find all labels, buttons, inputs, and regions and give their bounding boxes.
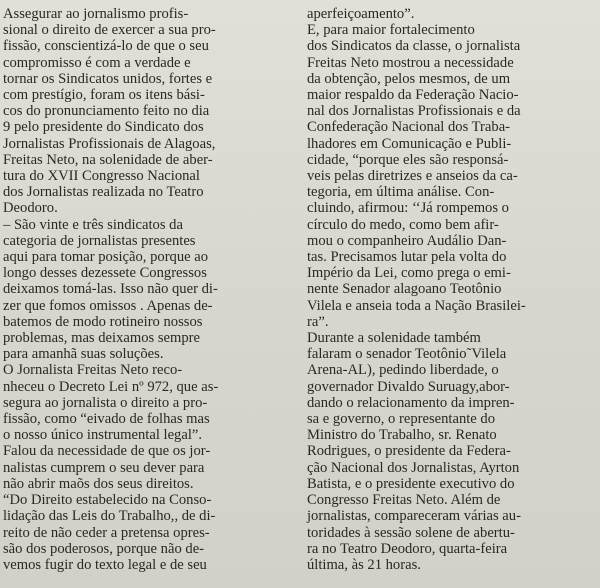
right-column [307, 6, 595, 573]
paragraph: O Jornalista Freitas Neto reco- nheceu o Decreto Lei nº 972, que as- segura ao jornalista o direito a pro- fissão, como “eivado de folhas mas o nosso único instrumental legal”. Falou da necessidade de que os jor- nalistas cumprem o seu dever para não abrir maõs dos seus direitos. “Do Direito estabelecido na Conso- lidação das Leis do Trabalho,, de di- reito de não ceder a pretensa opres- são dos poderosos, porque não de- vemos fugir do texto legal e de seu [3, 362, 219, 573]
paragraph: Durante a solenidade também falaram o senador Teotônio˜Vilela Arena-AL), pedindo liberdade, o governador Divaldo Suruagy,abor- dando o relacionamento da impren- sa e governo, o representante do Ministro do Trabalho, sr. Renato Rodrigues, o presidente da Federa- ção Nacional dos Jornalistas, Ayrton Batista, e o presidente executivo do Congresso Freitas Neto. Além de jornalistas, compareceram várias au- toridades à sessão solene de abertu- ra no Teatro Deodoro, quarta-feira última, às 21 horas. [307, 330, 521, 573]
paragraph: Assegurar ao jornalismo profis- sional o direito de exercer a sua pro- fissão, conscientizá-lo de que o seu compromisso é com a verdade e tornar os Sindicatos unidos, fortes e com prestígio, foram os itens bási- cos do pronunciamento feito no dia 9 pelo presidente do Sindicato dos Jornalistas Profissionais de Alagoas, Freitas Neto, na solenidade de aber- tura do XVII Congresso Nacional dos Jornalistas realizada no Teatro Deodoro. [3, 6, 216, 217]
paragraph: E, para maior fortalecimento dos Sindicatos da classe, o jornalista Freitas Neto mostrou a necessidade da obtenção, pelos mesmos, de um maior respaldo da Federação Nacio- nal dos Jornalistas Profissionais e da Confederação Nacional dos Traba- lhadores em Comunicação e Publi- cidade, “porque eles são responsá- veis pelas diretrizes e anseios da ca- tegoria, em última análise. Con- cluindo, afirmou: ‘‘Já rompemos o círculo do medo, como bem afir- mou o companheiro Audálio Dan- tas. Precisamos lutar pela volta do Império da Lei, como prega o emi- nente Senador alagoano Teotônio Vilela e anseia toda a Nação Brasilei- ra”. [307, 22, 526, 330]
paragraph: aperfeiçoamento”. [307, 6, 415, 22]
paragraph: – São vinte e três sindicatos da categoria de jornalistas presentes aqui para tomar posição, porque ao longo desses dezessete Congressos deixamos tomá-las. Isso não quer di- zer que fomos omissos . Apenas de- batemos de modo rotineiro nossos problemas, mas deixamos sempre para amanhã suas soluções. [3, 216, 218, 363]
left-column [3, 6, 288, 573]
